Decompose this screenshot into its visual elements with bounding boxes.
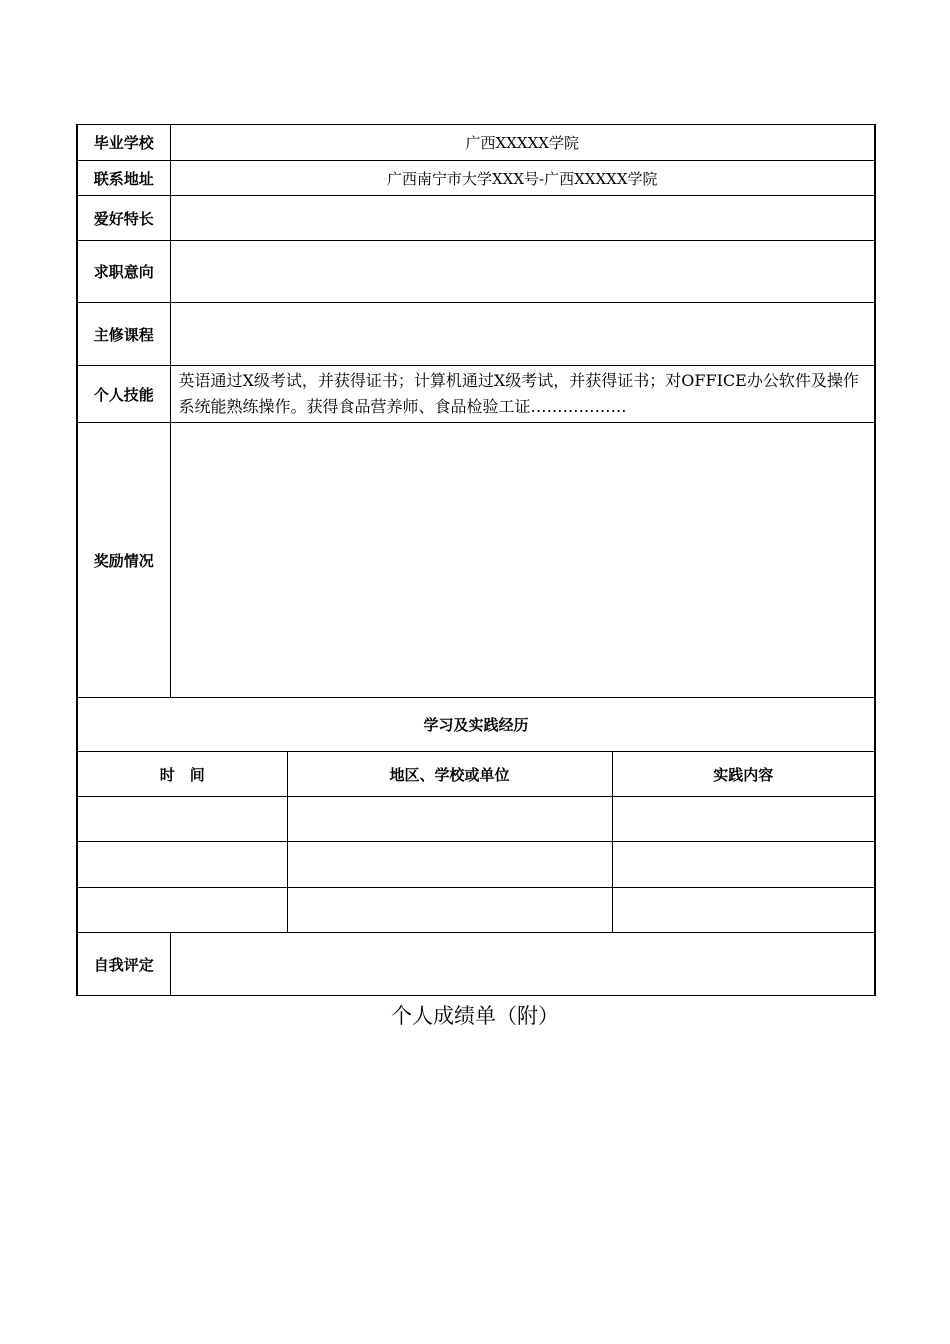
row-skills [77,366,875,423]
experience-title: 学习及实践经历 [77,698,875,752]
row-job-intention [77,241,875,303]
row-awards [77,423,875,698]
col-header-time: 时 间 [77,752,287,797]
exp-place-cell [287,888,612,933]
row-major-courses [77,303,875,366]
address-value: 广西南宁市大学XXX号-广西XXXXX学院 [170,161,875,196]
row-experience-title [77,698,875,752]
resume-form [76,124,874,996]
row-self-eval [77,933,875,996]
table-row [77,797,875,842]
exp-time-cell [77,797,287,842]
row-hobbies [77,196,875,241]
exp-content-cell [612,888,875,933]
school-value: 广西XXXXX学院 [170,125,875,161]
skills-label: 个人技能 [77,366,170,423]
col-header-content: 实践内容 [612,752,875,797]
resume-table [76,124,876,996]
exp-time-cell [77,888,287,933]
row-address [77,161,875,196]
hobbies-value [170,196,875,241]
job-intention-label: 求职意向 [77,241,170,303]
school-label: 毕业学校 [77,125,170,161]
awards-value [170,423,875,698]
address-label: 联系地址 [77,161,170,196]
self-eval-label: 自我评定 [77,933,170,996]
exp-place-cell [287,797,612,842]
transcript-title: 个人成绩单（附） [391,1004,559,1028]
self-eval-value [170,933,875,996]
exp-content-cell [612,797,875,842]
awards-label: 奖励情况 [77,423,170,698]
job-intention-value [170,241,875,303]
exp-content-cell [612,842,875,888]
skills-value: 英语通过X级考试，并获得证书；计算机通过X级考试，并获得证书；对OFFICE办公软件及操作系统能熟练操作。获得食品营养师、食品检验工证……………… [170,366,875,423]
major-courses-value [170,303,875,366]
exp-place-cell [287,842,612,888]
table-row [77,842,875,888]
col-header-place: 地区、学校或单位 [287,752,612,797]
table-row [77,888,875,933]
exp-time-cell [77,842,287,888]
major-courses-label: 主修课程 [77,303,170,366]
experience-header-row [77,752,875,797]
hobbies-label: 爱好特长 [77,196,170,241]
row-school [77,125,875,161]
